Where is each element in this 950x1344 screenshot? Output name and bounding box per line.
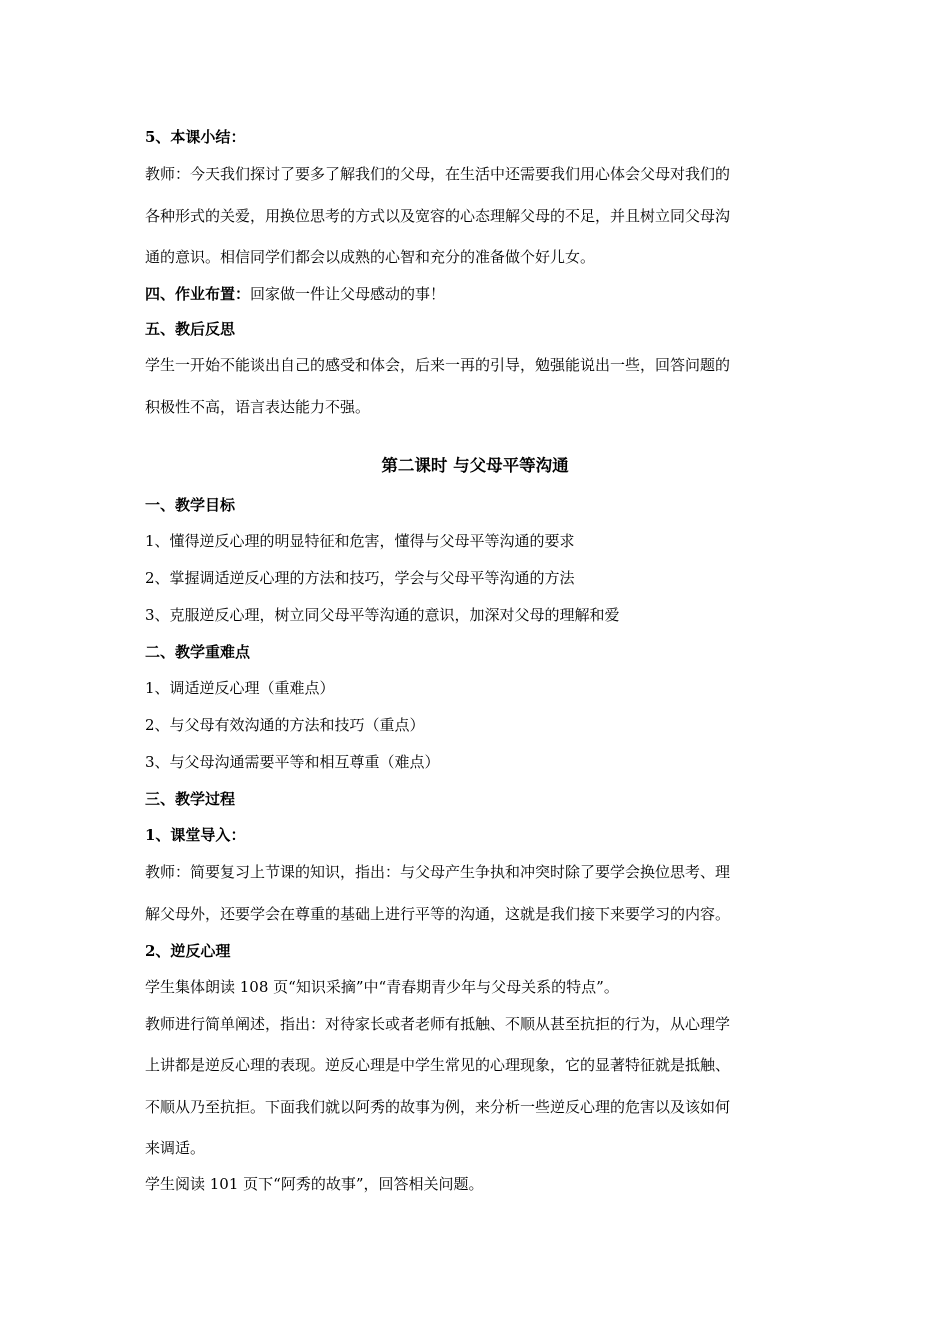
section-heading (145, 789, 815, 809)
heading-text: 回家做一件让父母感动的事！ (250, 285, 446, 303)
paragraph-line: 解父母外，还要学会在尊重的基础上进行平等的沟通，这就是我们接下来要学习的内容。 (145, 905, 731, 923)
heading-label: 四、作业布置： (145, 285, 251, 303)
section-heading (145, 642, 815, 662)
heading-label: 一、教学目标 (145, 496, 236, 514)
paragraph-line: 学生一开始不能谈出自己的感受和体会，后来一再的引导，勉强能说出一些，回答问题的 (145, 356, 731, 374)
list-item: 2、与父母有效沟通的方法和技巧（重点） (145, 716, 425, 734)
heading-label: 二、教学重难点 (145, 643, 251, 661)
lesson-title: 第二课时 与父母平等沟通 (381, 456, 569, 475)
section-heading (145, 495, 815, 515)
heading-label: 5、本课小结： (145, 128, 246, 146)
heading-label: 1、课堂导入： (145, 826, 246, 844)
paragraph-line: 积极性不高，语言表达能力不强。 (145, 398, 371, 416)
heading-label: 五、教后反思 (145, 320, 236, 338)
heading-label: 三、教学过程 (145, 790, 236, 808)
paragraph-line: 教师：今天我们探讨了要多了解我们的父母，在生活中还需要我们用心体会父母对我们的 (145, 165, 731, 183)
list-item: 1、懂得逆反心理的明显特征和危害，懂得与父母平等沟通的要求 (145, 532, 575, 550)
section-heading (145, 284, 815, 304)
paragraph-line: 上讲都是逆反心理的表现。逆反心理是中学生常见的心理现象，它的显著特征就是抵触、 (145, 1056, 731, 1074)
paragraph-line: 学生集体朗读 108 页“知识采摘”中“青春期青少年与父母关系的特点”。 (145, 978, 619, 996)
paragraph-line: 通的意识。相信同学们都会以成熟的心智和充分的准备做个好儿女。 (145, 248, 596, 266)
list-item: 3、克服逆反心理，树立同父母平等沟通的意识，加深对父母的理解和爱 (145, 606, 620, 624)
section-heading (145, 127, 815, 147)
list-item: 2、掌握调适逆反心理的方法和技巧，学会与父母平等沟通的方法 (145, 569, 575, 587)
section-heading (145, 941, 815, 961)
paragraph-line: 教师进行简单阐述，指出：对待家长或者老师有抵触、不顺从甚至抗拒的行为，从心理学 (145, 1015, 731, 1033)
paragraph-line: 教师：简要复习上节课的知识，指出：与父母产生争执和冲突时除了要学会换位思考、理 (145, 863, 731, 881)
section-heading (145, 319, 815, 339)
heading-label: 2、逆反心理 (145, 942, 231, 960)
paragraph-line: 学生阅读 101 页下“阿秀的故事”，回答相关问题。 (145, 1175, 484, 1193)
section-heading (145, 825, 815, 845)
paragraph-line: 来调适。 (145, 1139, 206, 1157)
list-item: 1、调适逆反心理（重难点） (145, 679, 335, 697)
list-item: 3、与父母沟通需要平等和相互尊重（难点） (145, 753, 440, 771)
paragraph-line: 不顺从乃至抗拒。下面我们就以阿秀的故事为例，来分析一些逆反心理的危害以及该如何 (145, 1098, 731, 1116)
paragraph-line: 各种形式的关爱，用换位思考的方式以及宽容的心态理解父母的不足，并且树立同父母沟 (145, 207, 731, 225)
